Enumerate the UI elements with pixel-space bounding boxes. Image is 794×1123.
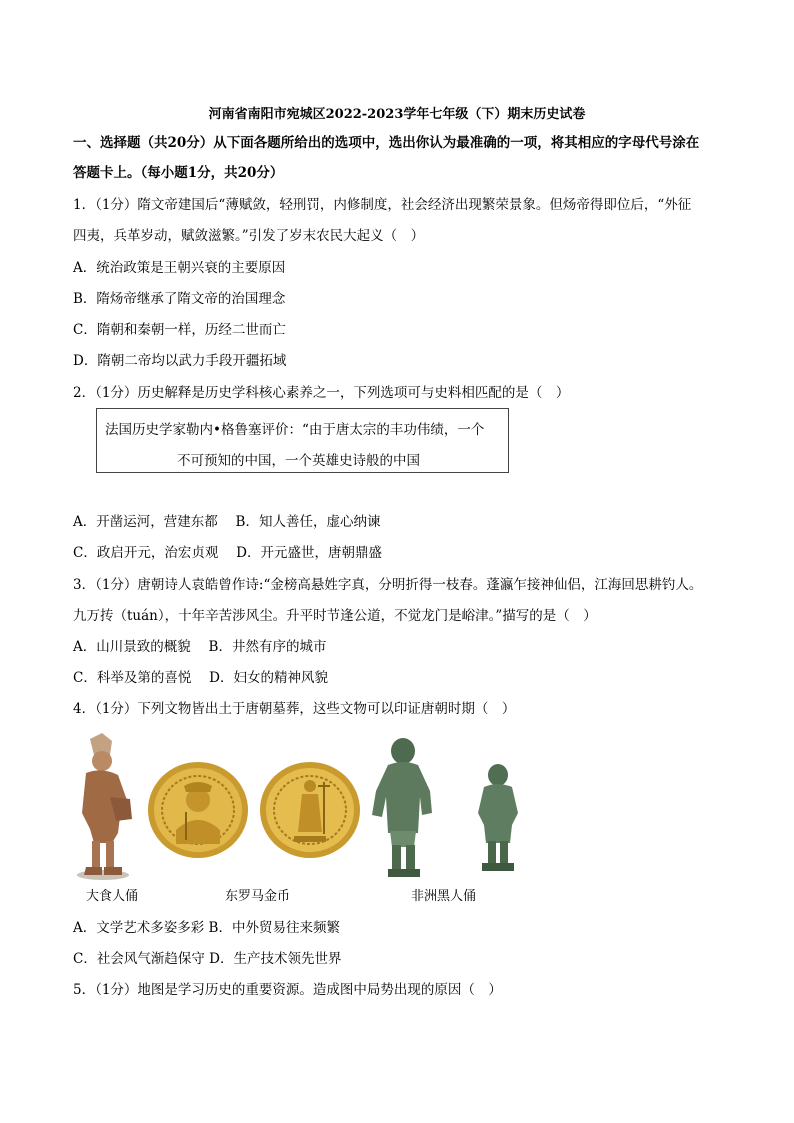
q1-option-c: C．隋朝和秦朝一样，历经二世而亡 xyxy=(73,322,286,338)
q2-options-ab: A．开凿运河，营建东都 B．知人善任，虚心纳谏 xyxy=(73,514,381,530)
arab-figurine-image xyxy=(72,733,134,881)
byzantine-gold-coin-front-image xyxy=(146,760,250,860)
section-header-line1: 一、选择题（共20分）从下面各题所给出的选项中，选出你认为最准确的一项，将其相应的字母代号涂在 xyxy=(73,135,700,151)
q3-stem-line1: 3．（1分）唐朝诗人袁皓曾作诗:“金榜高悬姓字真，分明折得一枝春。蓬瀛乍接神仙侣，江海回思耕钓人。 xyxy=(73,577,703,593)
q3-options-cd: C．科举及第的喜悦 D．妇女的精神风貌 xyxy=(73,670,328,686)
byzantine-gold-coin-back-image xyxy=(258,760,362,860)
q1-option-b: B．隋炀帝继承了隋文帝的治国理念 xyxy=(73,291,286,307)
q1-stem-line2: 四夷，兵革岁动，赋敛滋繁。”引发了岁末农民大起义（ ） xyxy=(73,228,425,244)
q1-option-a: A．统治政策是王朝兴衰的主要原因 xyxy=(73,260,286,276)
african-figurine-large-image xyxy=(366,737,440,879)
q2-options-cd: C．政启开元，治宏贞观 D．开元盛世，唐朝鼎盛 xyxy=(73,545,382,561)
q2-source-box xyxy=(96,408,509,473)
q3-stem-line2: 九万抟（tuán），十年辛苦涉风尘。升平时节逢公道，不觉龙门是峪津。”描写的是（ ） xyxy=(73,608,597,624)
q3-options-ab: A．山川景致的概貌 B．井然有序的城市 xyxy=(73,639,327,655)
q2-source-line2: 不可预知的中国，一个英雄史诗般的中国 xyxy=(177,453,420,469)
african-figurine-small-image xyxy=(472,763,524,873)
section-header-line2: 答题卡上。（每小题1分，共20分） xyxy=(73,165,284,181)
caption-byzantine-coin: 东罗马金币 xyxy=(225,889,291,904)
q2-stem: 2．（1分）历史解释是历史学科核心素养之一，下列选项可与史料相匹配的是（ ） xyxy=(73,385,570,401)
q1-stem-line1: 1．（1分）隋文帝建国后“薄赋敛，轻刑罚，内修制度，社会经济出现繁荣景象。但炀帝得即位后，“外征 xyxy=(73,197,692,213)
q4-options-ab: A．文学艺术多姿多彩 B．中外贸易往来频繁 xyxy=(73,920,340,936)
q1-option-d: D．隋朝二帝均以武力手段开疆拓域 xyxy=(73,353,287,369)
q5-stem: 5．（1分）地图是学习历史的重要资源。造成图中局势出现的原因（ ） xyxy=(73,982,502,998)
exam-title: 河南省南阳市宛城区2022-2023学年七年级（下）期末历史试卷 xyxy=(208,107,586,122)
q4-stem: 4．（1分）下列文物皆出土于唐朝墓葬，这些文物可以印证唐朝时期（ ） xyxy=(73,701,516,717)
q2-source-line1: 法国历史学家勒内•格鲁塞评价：“由于唐太宗的丰功伟绩，一个 xyxy=(105,422,485,438)
caption-arab-figurine: 大食人俑 xyxy=(86,889,139,904)
q4-options-cd: C．社会风气渐趋保守 D．生产技术领先世界 xyxy=(73,951,342,967)
caption-african-figurine: 非洲黑人俑 xyxy=(411,889,477,904)
